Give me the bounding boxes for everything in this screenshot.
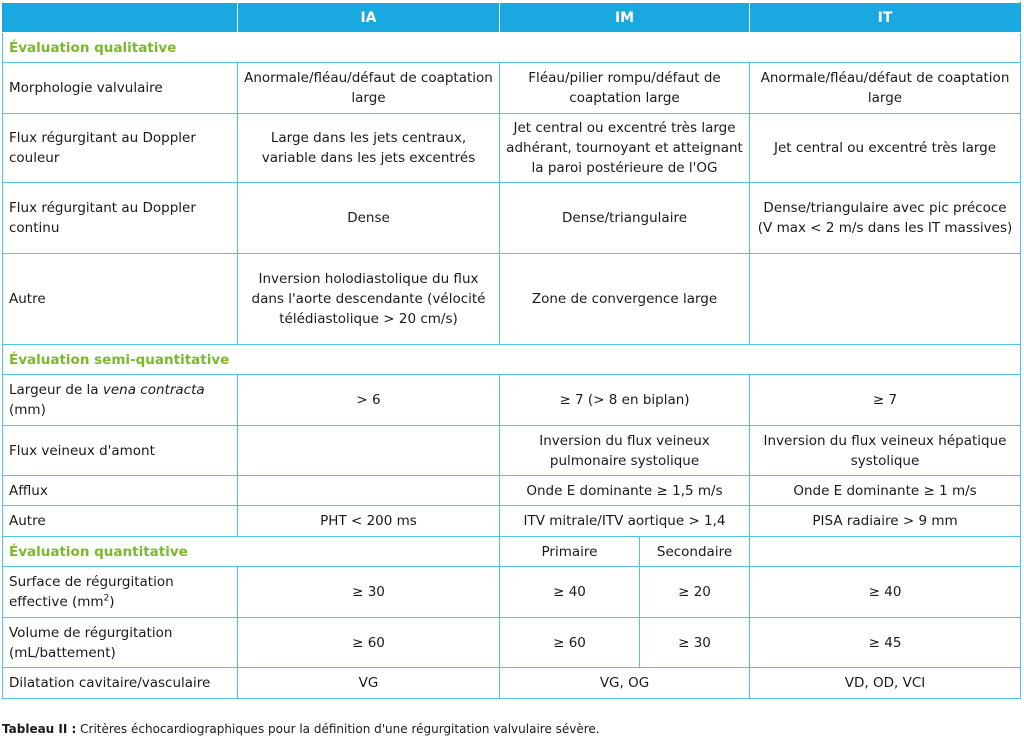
cell-im: ITV mitrale/ITV aortique > 1,4	[500, 506, 750, 537]
cell-im: Zone de convergence large	[500, 254, 750, 345]
row-label	[3, 567, 238, 618]
cell-ia: VG	[238, 668, 500, 699]
cell-it: ≥ 45	[750, 618, 1021, 668]
cell-ia: Large dans les jets centraux, variable dans les jets excentrés	[238, 114, 500, 183]
caption-label: Tableau II :	[2, 722, 77, 736]
cell-ia: Dense	[238, 183, 500, 254]
cell-im-secondary: ≥ 20	[640, 567, 750, 618]
section-row	[3, 33, 1021, 63]
criteria-table	[2, 2, 1021, 699]
row-label: Flux veineux d'amont	[3, 426, 238, 476]
cell-im: Jet central ou excentré très large adhérant, tournoyant et atteignant la paroi postérieure de l'OG	[500, 114, 750, 183]
label-italic: vena contracta	[102, 382, 205, 398]
cell-it: Inversion du flux veineux hépatique systolique	[750, 426, 1021, 476]
label-part: Largeur de la	[9, 382, 103, 398]
row-label: Afflux	[3, 476, 238, 506]
subheader-empty	[750, 537, 1021, 567]
cell-ia: Anormale/fléau/défaut de coaptation large	[238, 63, 500, 114]
label-part: (mm)	[9, 402, 46, 418]
cell-ia: PHT < 200 ms	[238, 506, 500, 537]
table-row	[3, 183, 1021, 254]
header-empty	[3, 3, 238, 33]
table-row	[3, 426, 1021, 476]
subheader-primary: Primaire	[500, 537, 640, 567]
cell-im-primary: ≥ 60	[500, 618, 640, 668]
cell-it: Anormale/fléau/défaut de coaptation large	[750, 63, 1021, 114]
header-im: IM	[500, 3, 750, 33]
cell-im: Onde E dominante ≥ 1,5 m/s	[500, 476, 750, 506]
cell-im-secondary: ≥ 30	[640, 618, 750, 668]
cell-im: ≥ 7 (> 8 en biplan)	[500, 375, 750, 426]
row-label	[3, 375, 238, 426]
caption-text: Critères échocardiographiques pour la définition d'une régurgitation valvulaire sévère.	[76, 722, 600, 736]
row-label: Dilatation cavitaire/vasculaire	[3, 668, 238, 699]
cell-ia	[238, 426, 500, 476]
row-label: Morphologie valvulaire	[3, 63, 238, 114]
cell-it: VD, OD, VCI	[750, 668, 1021, 699]
table-row	[3, 618, 1021, 668]
cell-it: Dense/triangulaire avec pic précoce (V max < 2 m/s dans les IT massives)	[750, 183, 1021, 254]
cell-ia: Inversion holodiastolique du flux dans l'aorte descendante (vélocité télédiastolique > 20 cm/s)	[238, 254, 500, 345]
row-label: Flux régurgitant au Doppler couleur	[3, 114, 238, 183]
cell-it	[750, 254, 1021, 345]
cell-im: Fléau/pilier rompu/défaut de coaptation large	[500, 63, 750, 114]
table-row	[3, 114, 1021, 183]
section-semi-quantitative: Évaluation semi-quantitative	[3, 345, 1021, 375]
label-superscript: 2	[103, 593, 110, 604]
label-part: Surface de régurgitation effective (mm	[9, 574, 174, 610]
table-row	[3, 668, 1021, 699]
cell-ia	[238, 476, 500, 506]
cell-it: Onde E dominante ≥ 1 m/s	[750, 476, 1021, 506]
table-row	[3, 63, 1021, 114]
cell-im: Inversion du flux veineux pulmonaire systolique	[500, 426, 750, 476]
table-row	[3, 506, 1021, 537]
cell-im: VG, OG	[500, 668, 750, 699]
row-label: Flux régurgitant au Doppler continu	[3, 183, 238, 254]
table-row	[3, 375, 1021, 426]
table-row	[3, 254, 1021, 345]
cell-ia: ≥ 60	[238, 618, 500, 668]
section-row	[3, 345, 1021, 375]
cell-it: ≥ 40	[750, 567, 1021, 618]
header-it: IT	[750, 3, 1021, 33]
subheader-secondary: Secondaire	[640, 537, 750, 567]
cell-im: Dense/triangulaire	[500, 183, 750, 254]
table-caption	[2, 722, 600, 736]
label-part: )	[109, 594, 115, 610]
row-label: Autre	[3, 254, 238, 345]
cell-it: Jet central ou excentré très large	[750, 114, 1021, 183]
row-label: Volume de régurgitation (mL/battement)	[3, 618, 238, 668]
cell-it: ≥ 7	[750, 375, 1021, 426]
table-row	[3, 476, 1021, 506]
header-ia: IA	[238, 3, 500, 33]
cell-ia: ≥ 30	[238, 567, 500, 618]
cell-it: PISA radiaire > 9 mm	[750, 506, 1021, 537]
row-label: Autre	[3, 506, 238, 537]
section-row	[3, 537, 1021, 567]
table-row	[3, 567, 1021, 618]
cell-ia: > 6	[238, 375, 500, 426]
cell-im-primary: ≥ 40	[500, 567, 640, 618]
section-qualitative: Évaluation qualitative	[3, 33, 1021, 63]
section-quantitative: Évaluation quantitative	[3, 537, 500, 567]
header-row	[3, 3, 1021, 33]
